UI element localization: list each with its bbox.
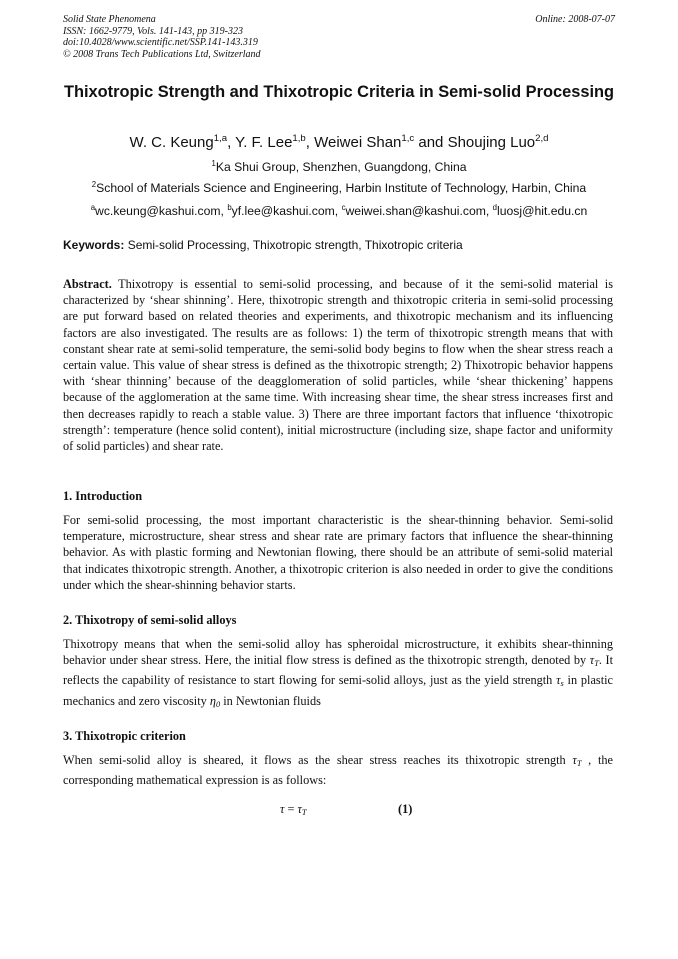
paragraph-text: Thixotropy means that when the semi-solid alloy has spheroidal microstructure, it exhibits shear-thinning behavior under shear stress. Here, the initial flow stress is defined as the thixotropic strength, denoted by (63, 637, 613, 668)
affiliation-sup: 2 (91, 179, 97, 189)
introduction-paragraph: For semi-solid processing, the most important characteristic is the shear-thinning behavior. Semi-solid temperature, microstructure, shear stress and shear rate are primary factors that influence the shear-thinning behavior. As with plastic forming and Newtonian flowing, there should be an attribute of semi-solid material that indicates thixotropic strength. Another, a thixotropic criterion is also needed in order to give the conditions under which the shear-shinning behavior starts. (63, 513, 613, 592)
criterion-paragraph (63, 752, 613, 788)
equation-lhs: τ (280, 802, 285, 816)
eta-glyph: η (209, 693, 216, 708)
affiliation-text: School of Materials Science and Engineering, Harbin Institute of Technology, Harbin, China (96, 181, 587, 195)
equation-number: (1) (398, 802, 413, 816)
paragraph-text: in Newtonian fluids (220, 693, 321, 708)
paragraph-text: in plastic mechanics and zero viscosity (63, 673, 613, 708)
paragraph-text: When semi-solid alloy is sheared, it flows as the shear stress reaches its thixotropic strength (63, 753, 573, 767)
affiliation-text: Ka Shui Group, Shenzhen, Guangdong, China (215, 160, 467, 174)
equation-rhs (298, 802, 307, 816)
equation-equals: = (284, 802, 298, 816)
author-sup: 2,d (535, 133, 549, 144)
tau-glyph: τ (589, 653, 595, 668)
thixotropy-paragraph (63, 636, 613, 713)
email-sup: a (90, 202, 96, 212)
eta-0-symbol (210, 694, 220, 708)
equation-1 (280, 802, 307, 817)
tau-s-symbol (556, 673, 564, 687)
email-sup: c (341, 202, 346, 212)
author-sup: 1,b (292, 133, 306, 144)
email-sup: b (227, 202, 232, 212)
author-name: Shoujing Luo (447, 134, 536, 151)
paragraph-text: , the corresponding mathematical expression is as follows: (63, 753, 613, 788)
email-link[interactable]: weiwei.shan@kashui.com, (345, 204, 493, 218)
author-separator: and (414, 134, 448, 151)
online-date: Online: 2008-07-07 (535, 14, 615, 25)
author-separator: , (227, 134, 236, 151)
tau-glyph: τ (556, 673, 561, 688)
eta-subscript: 0 (215, 699, 221, 709)
paper-title: Thixotropic Strength and Thixotropic Criteria in Semi-solid Processing (63, 83, 615, 101)
section-heading-introduction: 1. Introduction (63, 489, 143, 503)
section-heading-criterion: 3. Thixotropic criterion (63, 729, 186, 743)
affiliation-1 (40, 160, 638, 174)
keywords-text: Semi-solid Processing, Thixotropic strength, Thixotropic criteria (124, 238, 463, 252)
tau-glyph: τ (572, 753, 577, 767)
abstract-label: Abstract. (63, 277, 112, 291)
tau-glyph: τ (297, 802, 302, 816)
tau-subscript: T (301, 808, 307, 817)
author-sup: 1,a (213, 133, 228, 144)
affiliation-sup: 1 (211, 158, 216, 168)
email-link[interactable]: wc.keung@kashui.com, (95, 204, 228, 218)
keywords-label: Keywords: (63, 238, 125, 252)
paragraph-text: . It reflects the capability of resistance to start flowing for semi-solid alloys, just as the yield strength (63, 653, 613, 688)
abstract-text: Thixotropy is essential to semi-solid processing, and because of it the semi-solid material is characterized by ‘shear shinning’. Here, thixotropic strength and thixotropic criteria in semi-solid processing are put forward based on related theories and experiments, and thixotropic mechanism and its influencing factors are also investigated. The results are as follows: 1) the term of thixotropic strength means that with constant shear rate at semi-solid temperature, the semi-solid body begins to flow when the shear stress reach a certain value. This value of shear stress is defined as the thixotropic strength; 2) Thixotropic behavior happens with ‘shear thinning’ because of the deagglomeration of solid particles, while ‘shear thickening’ happens because of the agglomeration at the same time. With increasing shear time, the shear stress increases first and then decreases rapidly to reach a stable value. 3) There are three important factors that influence ‘thixotropic strength’: temperature (hence solid content), initial microstructure (including size, shape factor and uniformity of solid particles) and shear rate. (63, 277, 613, 454)
issn-line: ISSN: 1662-9779, Vols. 141-143, pp 319-323 (63, 25, 243, 37)
tau-subscript: T (576, 759, 582, 768)
author-separator: , (305, 134, 315, 151)
author-emails (40, 204, 638, 218)
email-link[interactable]: luosj@hit.edu.cn (497, 204, 588, 218)
journal-header (63, 14, 261, 60)
author-name: Weiwei Shan (314, 134, 402, 151)
tau-subscript: s (560, 679, 564, 689)
journal-name: Solid State Phenomena (63, 14, 156, 25)
keywords-line (63, 238, 463, 252)
copyright-line: © 2008 Trans Tech Publications Ltd, Switzerland (63, 48, 261, 60)
affiliation-2 (40, 181, 638, 195)
abstract-paragraph (63, 276, 613, 454)
author-list (63, 134, 615, 151)
tau-t-symbol (590, 653, 599, 667)
email-sup: d (492, 202, 498, 212)
author-name: Y. F. Lee (235, 134, 293, 151)
author-name: W. C. Keung (129, 134, 214, 151)
doi-line: doi:10.4028/www.scientific.net/SSP.141-143.319 (63, 37, 258, 48)
author-sup: 1,c (401, 133, 415, 144)
tau-subscript: T (594, 659, 599, 669)
email-link[interactable]: yf.lee@kashui.com, (231, 204, 342, 218)
section-heading-thixotropy: 2. Thixotropy of semi-solid alloys (63, 613, 237, 627)
